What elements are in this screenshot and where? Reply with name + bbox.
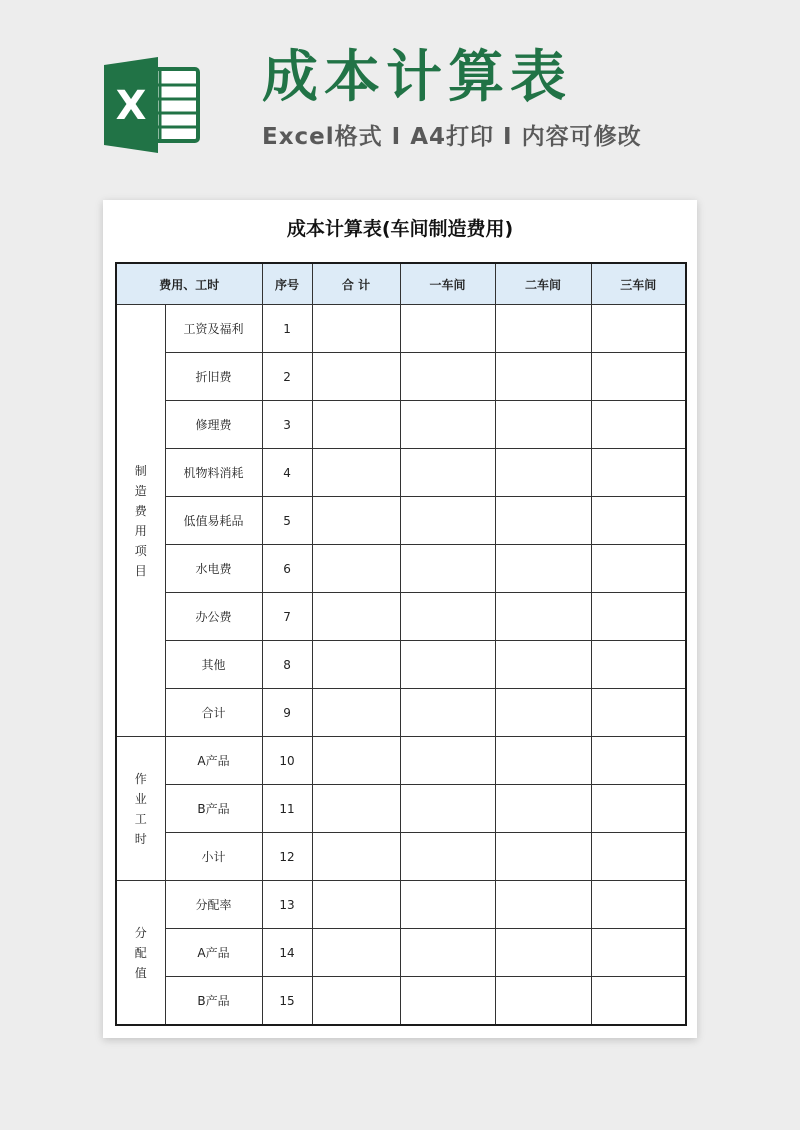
workshop-1-cell[interactable] (400, 929, 495, 977)
group-label-char: 制 (134, 463, 147, 478)
group-label-char: 费 (134, 503, 147, 518)
workshop-1-cell[interactable] (400, 737, 495, 785)
total-cell[interactable] (312, 833, 400, 881)
item-name-cell[interactable]: 水电费 (165, 545, 262, 593)
workshop-3-cell[interactable] (591, 929, 686, 977)
table-row (116, 593, 686, 641)
row-number-cell[interactable]: 8 (262, 641, 312, 689)
row-number-cell[interactable]: 1 (262, 305, 312, 353)
column-header[interactable]: 合 计 (312, 263, 400, 305)
group-label-cell[interactable] (116, 305, 165, 737)
table-row (116, 689, 686, 737)
page-header (0, 0, 800, 200)
item-name-cell[interactable]: 分配率 (165, 881, 262, 929)
workshop-1-cell[interactable] (400, 689, 495, 737)
table-row (116, 881, 686, 929)
item-name-cell[interactable]: B产品 (165, 977, 262, 1026)
group-label-char: 值 (134, 965, 147, 980)
table-row (116, 833, 686, 881)
item-name-cell[interactable]: B产品 (165, 785, 262, 833)
workshop-3-cell[interactable] (591, 545, 686, 593)
total-cell[interactable] (312, 737, 400, 785)
page-title: 成本计算表 (262, 45, 572, 110)
column-header[interactable]: 费用、工时 (116, 263, 262, 305)
row-number-cell[interactable]: 13 (262, 881, 312, 929)
workshop-1-cell[interactable] (400, 785, 495, 833)
workshop-2-cell[interactable] (495, 401, 591, 449)
table-row (116, 737, 686, 785)
workshop-2-cell[interactable] (495, 785, 591, 833)
item-name-cell[interactable]: 低值易耗品 (165, 497, 262, 545)
item-name-cell[interactable]: A产品 (165, 929, 262, 977)
column-header[interactable]: 一车间 (400, 263, 495, 305)
workshop-1-cell[interactable] (400, 641, 495, 689)
table-row (116, 401, 686, 449)
group-label-char: 配 (134, 945, 147, 960)
total-cell[interactable] (312, 881, 400, 929)
workshop-1-cell[interactable] (400, 449, 495, 497)
workshop-1-cell[interactable] (400, 593, 495, 641)
table-row (116, 305, 686, 353)
workshop-2-cell[interactable] (495, 449, 591, 497)
workshop-3-cell[interactable] (591, 785, 686, 833)
workshop-3-cell[interactable] (591, 737, 686, 785)
workshop-2-cell[interactable] (495, 929, 591, 977)
workshop-2-cell[interactable] (495, 977, 591, 1026)
table-row (116, 929, 686, 977)
item-name-cell[interactable]: 其他 (165, 641, 262, 689)
workshop-2-cell[interactable] (495, 689, 591, 737)
cost-table (115, 262, 687, 1026)
row-number-cell[interactable]: 12 (262, 833, 312, 881)
total-cell[interactable] (312, 449, 400, 497)
item-name-cell[interactable]: 合计 (165, 689, 262, 737)
table-row (116, 545, 686, 593)
total-cell[interactable] (312, 545, 400, 593)
workshop-2-cell[interactable] (495, 593, 591, 641)
row-number-cell[interactable]: 3 (262, 401, 312, 449)
total-cell[interactable] (312, 401, 400, 449)
item-name-cell[interactable]: 机物料消耗 (165, 449, 262, 497)
item-name-cell[interactable]: 修理费 (165, 401, 262, 449)
total-cell[interactable] (312, 497, 400, 545)
group-label-char: 工 (134, 811, 147, 826)
row-number-cell[interactable]: 7 (262, 593, 312, 641)
item-name-cell[interactable]: A产品 (165, 737, 262, 785)
total-cell[interactable] (312, 929, 400, 977)
workshop-3-cell[interactable] (591, 497, 686, 545)
total-cell[interactable] (312, 641, 400, 689)
workshop-2-cell[interactable] (495, 497, 591, 545)
total-cell[interactable] (312, 977, 400, 1026)
row-number-cell[interactable]: 11 (262, 785, 312, 833)
workshop-3-cell[interactable] (591, 641, 686, 689)
table-row (116, 353, 686, 401)
group-label-char: 用 (134, 523, 147, 538)
workshop-3-cell[interactable] (591, 401, 686, 449)
total-cell[interactable] (312, 305, 400, 353)
total-cell[interactable] (312, 593, 400, 641)
row-number-cell[interactable]: 6 (262, 545, 312, 593)
workshop-2-cell[interactable] (495, 737, 591, 785)
table-row (116, 641, 686, 689)
total-cell[interactable] (312, 785, 400, 833)
table-row (116, 785, 686, 833)
workshop-1-cell[interactable] (400, 305, 495, 353)
group-label-cell[interactable] (116, 737, 165, 881)
group-label-char: 时 (134, 831, 147, 846)
workshop-1-cell[interactable] (400, 497, 495, 545)
row-number-cell[interactable]: 10 (262, 737, 312, 785)
row-number-cell[interactable]: 5 (262, 497, 312, 545)
document-sheet (103, 200, 697, 1038)
workshop-3-cell[interactable] (591, 881, 686, 929)
group-label-char: 目 (134, 563, 147, 578)
workshop-3-cell[interactable] (591, 593, 686, 641)
workshop-3-cell[interactable] (591, 977, 686, 1026)
row-number-cell[interactable]: 15 (262, 977, 312, 1026)
column-header[interactable]: 序号 (262, 263, 312, 305)
workshop-3-cell[interactable] (591, 305, 686, 353)
table-row (116, 497, 686, 545)
group-label-char: 业 (134, 791, 147, 806)
workshop-1-cell[interactable] (400, 401, 495, 449)
workshop-2-cell[interactable] (495, 353, 591, 401)
item-name-cell[interactable]: 办公费 (165, 593, 262, 641)
workshop-3-cell[interactable] (591, 449, 686, 497)
item-name-cell[interactable]: 工资及福利 (165, 305, 262, 353)
workshop-3-cell[interactable] (591, 353, 686, 401)
row-number-cell[interactable]: 14 (262, 929, 312, 977)
page-subtitle: Excel格式 I A4打印 I 内容可修改 (262, 124, 642, 150)
workshop-2-cell[interactable] (495, 881, 591, 929)
workshop-3-cell[interactable] (591, 833, 686, 881)
workshop-2-cell[interactable] (495, 833, 591, 881)
group-label-char: 造 (134, 483, 147, 498)
item-name-cell[interactable]: 折旧费 (165, 353, 262, 401)
group-label-char: 项 (134, 543, 147, 558)
table-header-row (116, 263, 686, 305)
table-row (116, 977, 686, 1026)
group-label-cell[interactable] (116, 881, 165, 1026)
row-number-cell[interactable]: 9 (262, 689, 312, 737)
logo-letter: X (115, 83, 147, 129)
workshop-1-cell[interactable] (400, 977, 495, 1026)
total-cell[interactable] (312, 353, 400, 401)
workshop-2-cell[interactable] (495, 305, 591, 353)
total-cell[interactable] (312, 689, 400, 737)
workshop-1-cell[interactable] (400, 833, 495, 881)
group-label-char: 分 (134, 925, 147, 940)
workshop-1-cell[interactable] (400, 881, 495, 929)
group-label-char: 作 (134, 771, 147, 786)
workshop-1-cell[interactable] (400, 353, 495, 401)
column-header[interactable]: 二车间 (495, 263, 591, 305)
row-number-cell[interactable]: 2 (262, 353, 312, 401)
item-name-cell[interactable]: 小计 (165, 833, 262, 881)
column-header[interactable]: 三车间 (591, 263, 686, 305)
table-row (116, 449, 686, 497)
workshop-2-cell[interactable] (495, 545, 591, 593)
workshop-2-cell[interactable] (495, 641, 591, 689)
workshop-1-cell[interactable] (400, 545, 495, 593)
sheet-title: 成本计算表(车间制造费用) (286, 218, 514, 240)
excel-logo-icon (102, 55, 202, 155)
row-number-cell[interactable]: 4 (262, 449, 312, 497)
workshop-3-cell[interactable] (591, 689, 686, 737)
